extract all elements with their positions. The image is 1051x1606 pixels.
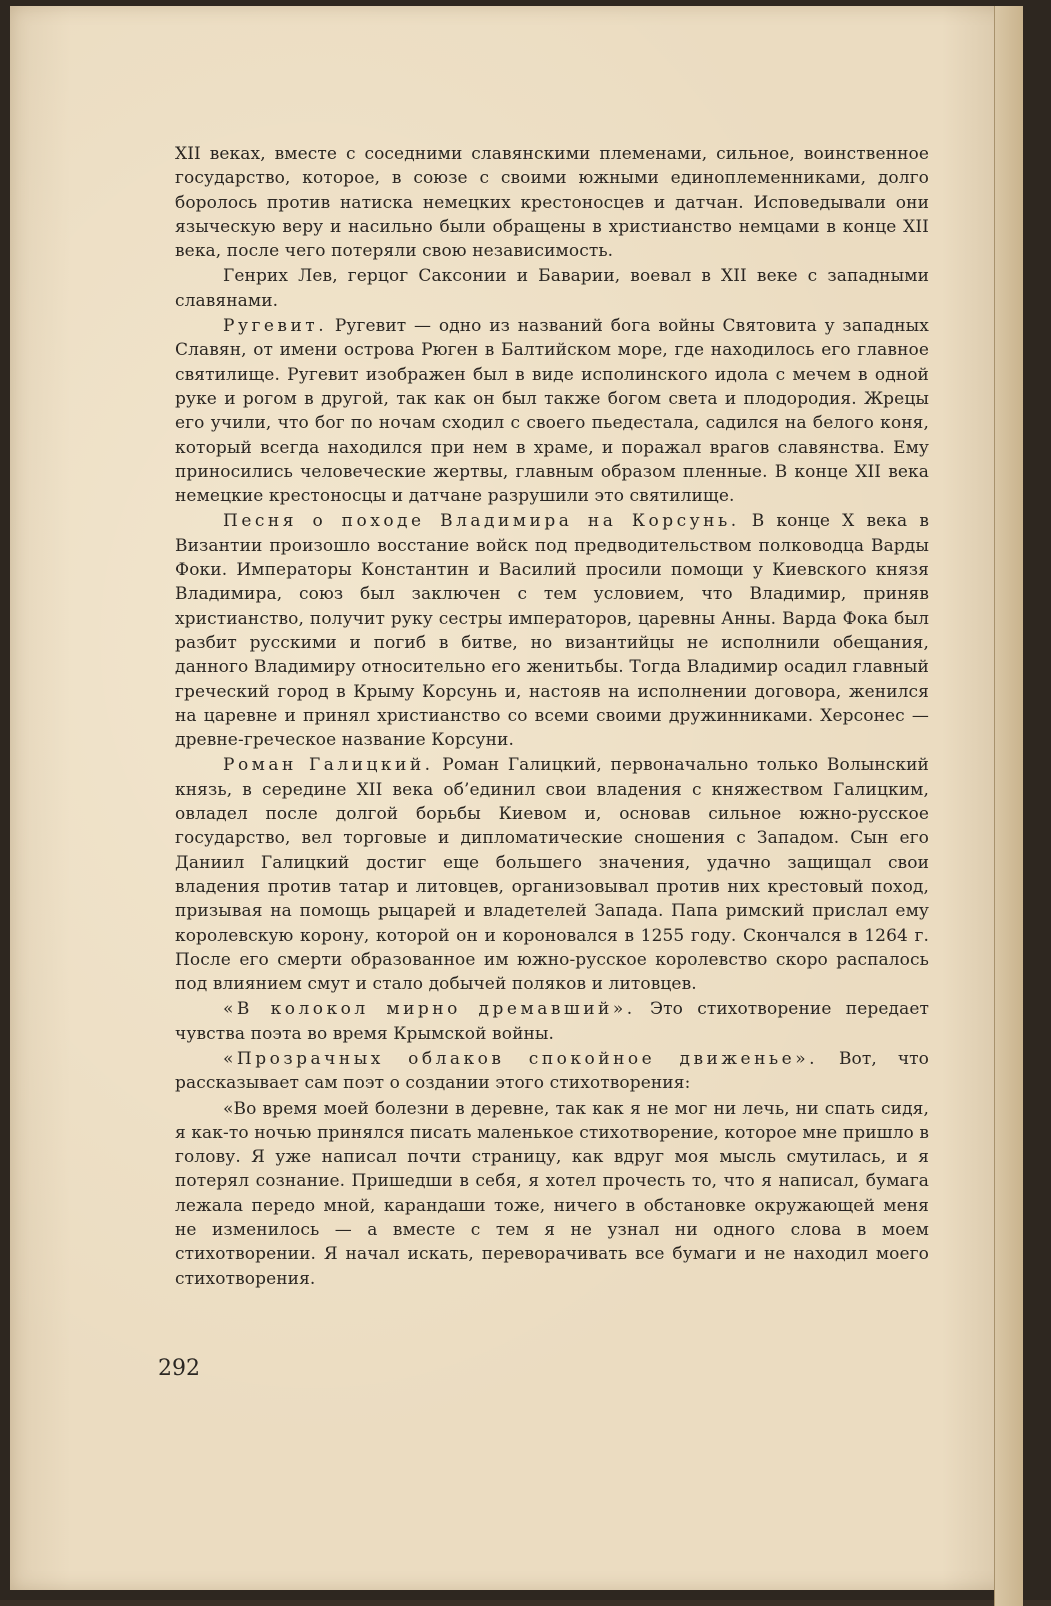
paragraph-body: XII веках, вместе с соседними славянскими племенами, сильное, воинственное государство, которое, в союзе с своими южными единоплеменниками, долго боролось против натиска немецких крестоносцев и датчан. Исповедывали они языческую веру и насильно были обращены в христианство немцами в конце XII века, после чего потеряли свою независимость. [175,144,929,262]
paragraph-continuation [175,142,929,263]
page-number: 292 [158,1356,200,1381]
paragraph-henry-lion [175,264,929,313]
paragraph-heading: Роман Галицкий. [223,755,434,776]
paragraph-body: Генрих Лев, герцог Саксонии и Баварии, воевал в XII веке с западными славянами. [175,266,929,311]
paragraph-korsun-song [175,509,929,752]
paragraph-bell-poem [175,997,929,1046]
paragraph-poet-quote [175,1097,929,1291]
paragraph-roman-galitsky [175,753,929,996]
paragraph-body: Роман Галицкий, первоначально только Волынский князь, в середине XII века об’единил свои владения с княжеством Галицким, овладел после долгой борьбы Киевом и, основав сильное южно-русское государство, вел торговые и дипломатические сношения с Западом. Сын его Даниил Галицкий достиг еще большего значения, удачно защищал свои владения против татар и литовцев, организовывал против них крестовый поход, призывая на помощь рыцарей и владетелей Запада. Папа римский прислал ему королевскую корону, которой он и короновался в 1255 году. Скончался в 1264 г. После его смерти образованное им южно-русское королевство скоро распалось под влиянием смут и стало добычей поляков и литовцев. [175,755,929,995]
paragraph-heading: «Прозрачных облаков спокойное движенье». [223,1048,819,1069]
page-edge [994,6,1023,1606]
paragraph-clouds-poem [175,1047,929,1096]
paragraph-body: В конце X века в Византии произошло восстание войск под предводительством полководца Варды Фоки. Императоры Константин и Василий просили помощи у Киевского князя Владимира, союз был заключен с тем условием, что Владимир, приняв христианство, получит руку сестры императоров, царевны Анны. Варда Фока был разбит русскими и погиб в битве, но византийцы не исполнили обещания, данного Владимиру относительно его женитьбы. Тогда Владимир осадил главный греческий город в Крыму Корсунь и, настояв на исполнении договора, женился на царевне и принял христианство со всеми своими дружинниками. Херсонес — древне-греческое название Корсуни. [175,511,929,751]
paragraph-body: Вот, что рассказывает сам поэт о создании этого стихотворения: [175,1048,930,1094]
paragraph-heading: «В колокол мирно дремавший». [223,999,636,1020]
paragraph-heading: Песня о походе Владимира на Корсунь. [223,511,740,532]
paragraph-rugevit [175,314,929,508]
page-text [175,142,929,1291]
paragraph-body: Ругевит — одно из названий бога войны Святовита у западных Славян, от имени острова Рюген в Балтийском море, где находилось его главное святилище. Ругевит изображен был в виде исполинского идола с мечем в одной руке и рогом в другой, так как он был также богом света и плодородия. Жрецы его учили, что бог по ночам сходил с своего пьедестала, садился на белого коня, который всегда находился при нем в храме, и поражал врагов славянства. Ему приносились человеческие жертвы, главным образом пленные. В конце XII века немецкие крестоносцы и датчане разрушили это святилище. [175,316,929,507]
paragraph-body: «Во время моей болезни в деревне, так как я не мог ни лечь, ни спать сидя, я как-то ночью принялся писать маленькое стихотворение, которое мне пришло в голову. Я уже написал почти страницу, как вдруг моя мысль смутилась, и я потерял сознание. Пришедши в себя, я хотел прочесть то, что я написал, бумага лежала передо мной, карандаши тоже, ничего в обстановке окружающей меня не изменилось — а вместе с тем я не узнал ни одного слова в моем стихотворении. Я начал искать, переворачивать все бумаги и не находил моего стихотворения. [175,1098,929,1289]
paragraph-body: Это стихотворение передает чувства поэта во время Крымской войны. [175,999,929,1044]
paragraph-heading: Ругевит. [223,316,328,337]
